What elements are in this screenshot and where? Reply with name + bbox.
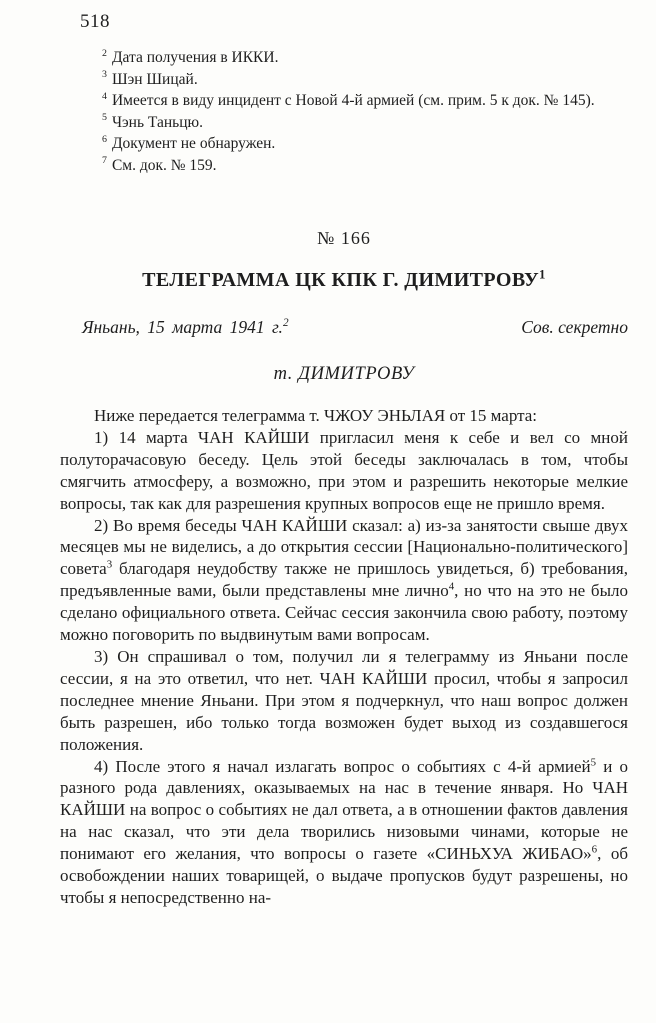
- footnotes-block: [66, 47, 628, 176]
- salutation: т. ДИМИТРОВУ: [273, 364, 415, 384]
- footnote-marker: 5: [102, 112, 107, 124]
- footnote-marker: 3: [102, 69, 107, 81]
- dateline: [60, 316, 628, 338]
- footnote-text: Документ не обнаружен.: [111, 135, 276, 152]
- document-number: № 166: [317, 228, 371, 248]
- body-paragraph: 3) Он спрашивал о том, получил ли я телеграмму из Яньани после сессии, я на это ответил, что нет. ЧАН КАЙШИ просил, чтобы я запросил последнее мнение Яньани. При этом я подчеркнул, что наш вопрос должен быть разрешен, ибо только тогда возможен будет выход из создавшегося положения.: [60, 646, 628, 754]
- footnote-text: Шэн Шицай.: [111, 70, 198, 88]
- footnote-text: Имеется в виду инцидент с Новой 4-й армией (см. прим. 5 к док. № 145).: [111, 92, 595, 109]
- document-title: ТЕЛЕГРАММА ЦК КПК Г. ДИМИТРОВУ$^1$: [142, 267, 546, 291]
- document-body: [60, 405, 628, 909]
- footnote-item: [66, 90, 628, 112]
- footnote-item: [66, 112, 628, 134]
- footnote-text: См. док. № 159.: [111, 156, 217, 174]
- body-paragraph: 1) 14 марта ЧАН КАЙШИ пригласил меня к себе и вел со мной полуторачасовую беседу. Цель этой беседы заключалась в том, чтобы смягчить атмосферу, а возможно, при этом и разрешить некоторые мелкие вопросы, так как для разрешения крупных вопросов еще не пришло время.: [60, 427, 628, 513]
- body-paragraph: 2) Во время беседы ЧАН КАЙШИ сказал: а) из-за занятости свыше двух месяцев мы не виделись, а до открытия сессии [Национально-политического] совета$^3$ благодаря неудобству также не пришлось увидеться, б) требования, предъявленные вами, были представлены мне лично$^4$, но что на это не было сделано официального ответа. Сейчас сессия закончила свою работу, поэтому можно поговорить по выдвинутым вами вопросам.: [60, 515, 628, 645]
- footnote-marker: 7: [102, 155, 107, 167]
- classification-label: Сов. секретно: [521, 317, 628, 337]
- footnote-item: [66, 155, 628, 177]
- footnote-marker: 2: [102, 47, 107, 59]
- body-paragraph: Ниже передается телеграмма т. ЧЖОУ ЭНЬЛАЯ от 15 марта:: [94, 406, 538, 425]
- footnote-item: [66, 69, 628, 91]
- footnote-marker: 6: [102, 133, 107, 145]
- page-number: 518: [80, 11, 110, 32]
- footnote-marker: 4: [102, 90, 107, 102]
- footnote-item: [66, 133, 628, 155]
- footnote-item: [66, 47, 628, 69]
- body-paragraph: 4) После этого я начал излагать вопрос о событиях с 4-й армией$^5$ и о разного рода давлениях, оказываемых на нас в течение января. Но ЧАН КАЙШИ на вопрос о событиях не дал ответа, а в отношении фактов давления на нас сказал, что эти дела творились низовыми чинами, которые не понимают его желания, что вопросы о газете «СИНЬХУА ЖИБАО»$^6$, об освобождении наших товарищей, о выдаче пропусков будут разрешены, но чтобы я непосредственно на-: [60, 755, 628, 907]
- place-date: Яньань, 15 марта 1941 г.$^2$: [82, 317, 289, 337]
- footnote-text: Чэнь Таньцю.: [111, 113, 203, 131]
- footnote-text: Дата получения в ИККИ.: [111, 49, 279, 66]
